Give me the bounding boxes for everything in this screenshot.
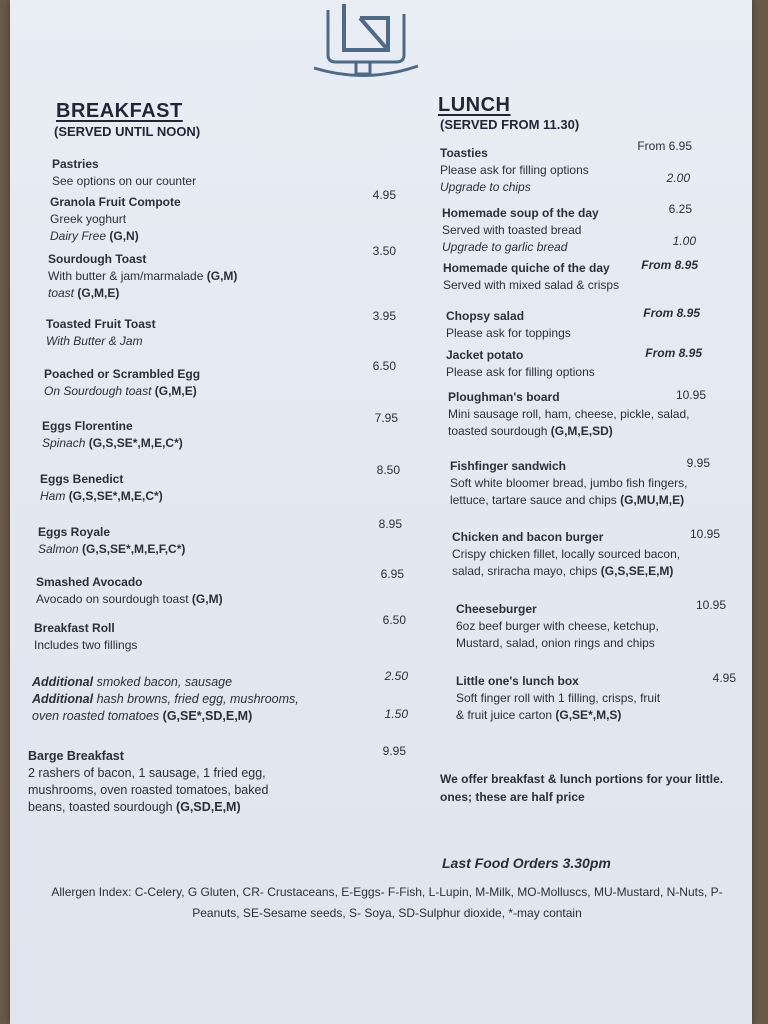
price: 10.95 [689, 527, 720, 541]
price: 1.00 [672, 234, 696, 248]
menu-item-granola: Granola Fruit Compote Greek yoghurt Dairy Free (G,N) [50, 195, 181, 243]
price: 7.95 [374, 411, 398, 425]
price: 6.50 [372, 359, 396, 373]
price: 6.50 [382, 613, 406, 627]
allergen-index: Allergen Index: C-Celery, G Gluten, CR- Crustaceans, E-Eggs- F-Fish, L-Lupin, M-Milk, MO-Molluscs, MU-Mustard, N-Nuts, P- Peanuts, SE-Sesame seeds, S- Soya, SD-Sulphur dioxide, *-may contain [51, 885, 723, 920]
menu-item-ploughmans: Ploughman's board Mini sausage roll, ham, cheese, pickle, salad, toasted sourdough (G,M,E,SD) [448, 390, 690, 438]
lunch-title: LUNCH [438, 94, 511, 116]
price: 8.95 [378, 517, 402, 531]
menu-item-chopsy-salad: Chopsy salad Please ask for toppings [446, 309, 571, 340]
price: 1.50 [384, 707, 408, 721]
menu-item-quiche: Homemade quiche of the day Served with mixed salad & crisps [443, 261, 620, 292]
menu-item-jacket-potato: Jacket potato Please ask for filling options [446, 348, 595, 379]
price: 2.00 [666, 171, 690, 185]
menu-item-smashed-avocado: Smashed Avocado Avocado on sourdough toast (G,M) [36, 575, 223, 606]
lunch-subtitle: (SERVED FROM 11.30) [440, 117, 580, 132]
price: 6.25 [668, 202, 692, 216]
price: 8.50 [376, 463, 400, 477]
menu-item-eggs-royale: Eggs Royale Salmon (G,S,SE*,M,E,F,C*) [38, 525, 186, 556]
price: 3.50 [372, 244, 396, 258]
extras-list: Additional smoked bacon, sausage Additional hash browns, fried egg, mushrooms, oven roasted tomatoes (G,SE*,SD,E,M) [32, 675, 299, 723]
menu-item-sourdough-toast: Sourdough Toast With butter & jam/marmalade (G,M) toast (G,M,E) [48, 252, 238, 300]
menu-item-soup: Homemade soup of the day Served with toasted bread Upgrade to garlic bread [442, 206, 599, 254]
price: 10.95 [675, 388, 706, 402]
price: 3.95 [372, 309, 396, 323]
price: 9.95 [382, 744, 406, 758]
price: 9.95 [686, 456, 710, 470]
menu-item-toasties: Toasties Please ask for filling options Upgrade to chips [440, 146, 589, 194]
menu-item-cheeseburger: Cheeseburger 6oz beef burger with cheese, ketchup, Mustard, salad, onion rings and chips [456, 602, 659, 650]
price: 10.95 [695, 598, 726, 612]
price: 2.50 [384, 669, 408, 683]
breakfast-subtitle: (SERVED UNTIL NOON) [54, 124, 201, 139]
menu-item-barge-breakfast: Barge Breakfast 2 rashers of bacon, 1 sausage, 1 fried egg, mushrooms, oven roasted tomatoes, baked beans, toasted sourdough (G,SD,E,M) [28, 749, 269, 814]
menu-item-eggs-benedict: Eggs Benedict Ham (G,S,SE*,M,E,C*) [40, 472, 163, 503]
price: 4.95 [712, 671, 736, 685]
menu-sheet [10, 0, 752, 1024]
price: 4.95 [372, 188, 396, 202]
price: From 8.95 [641, 258, 698, 272]
menu-item-egg: Poached or Scrambled Egg On Sourdough toast (G,M,E) [44, 367, 201, 398]
price: 6.95 [380, 567, 404, 581]
half-price-note: We offer breakfast & lunch portions for your little. ones; these are half price [440, 772, 724, 804]
menu-item-chicken-burger: Chicken and bacon burger Crispy chicken fillet, locally sourced bacon, salad, sriracha mayo, chips (G,S,SE,E,M) [452, 530, 681, 578]
price: From 6.95 [637, 139, 692, 153]
menu-item-breakfast-roll: Breakfast Roll Includes two fillings [34, 621, 138, 652]
menu-item-pastries: Pastries See options on our counter [52, 157, 197, 188]
last-orders: Last Food Orders 3.30pm [442, 855, 611, 871]
breakfast-title: BREAKFAST [56, 100, 183, 122]
menu-item-eggs-florentine: Eggs Florentine Spinach (G,S,SE*,M,E,C*) [42, 419, 183, 450]
barge-logo-icon [300, 0, 430, 86]
menu-item-lunch-box: Little one's lunch box Soft finger roll with 1 filling, crisps, fruit & fruit juice carton (G,SE*,M,S) [456, 674, 661, 722]
menu-item-fruit-toast: Toasted Fruit Toast With Butter & Jam [46, 317, 156, 348]
price: From 8.95 [645, 346, 702, 360]
price: From 8.95 [643, 306, 700, 320]
menu-item-fishfinger: Fishfinger sandwich Soft white bloomer bread, jumbo fish fingers, lettuce, tartare sauce and chips (G,MU,M,E) [450, 459, 688, 507]
